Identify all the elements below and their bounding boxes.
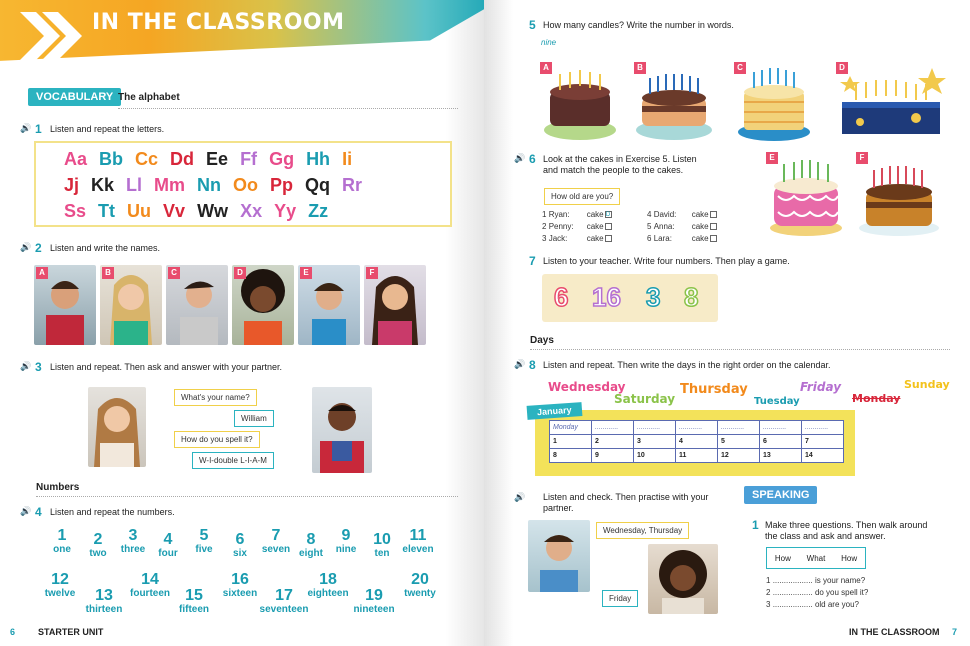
alphabet-row xyxy=(64,149,364,170)
alphabet-letter: Qq xyxy=(305,175,331,195)
exercise-instruction: Listen and repeat. Then write the days in the right order on the calendar. xyxy=(543,360,831,370)
right-page xyxy=(484,0,970,646)
photo-boy-a xyxy=(34,265,96,345)
number-word: four xyxy=(158,548,178,559)
divider xyxy=(36,496,458,497)
audio-icon[interactable]: 🔊 xyxy=(20,506,32,516)
exercise-instruction: How many candles? Write the number in words. xyxy=(543,20,734,30)
cake-d xyxy=(836,62,946,147)
game-number: 6 xyxy=(554,282,569,312)
calendar-day-header[interactable]: ............ xyxy=(592,421,634,435)
calendar-date: 7 xyxy=(802,435,844,449)
calendar-date: 10 xyxy=(634,449,676,463)
exercise-instruction: Listen and repeat the letters. xyxy=(50,124,165,134)
alphabet-letter: Uu xyxy=(127,201,152,221)
alphabet-letter: Tt xyxy=(98,201,116,221)
alphabet-letter: Hh xyxy=(306,149,331,169)
days-heading: Days xyxy=(530,335,554,346)
item-number: 4 xyxy=(647,210,652,219)
divider xyxy=(530,349,950,350)
item-number: 2 xyxy=(766,588,771,597)
match-item xyxy=(542,210,612,219)
chevron-logo-icon xyxy=(16,6,82,66)
audio-icon[interactable]: 🔊 xyxy=(514,153,526,163)
number-digit: 11 xyxy=(409,527,427,544)
alphabet-letter: Ss xyxy=(64,201,87,221)
calendar-month: January xyxy=(527,402,582,420)
alphabet-letter: Oo xyxy=(233,175,259,195)
number-item xyxy=(348,588,400,615)
item-number: 1 xyxy=(766,576,771,585)
number-digit: 17 xyxy=(275,587,293,604)
item-number: 5 xyxy=(647,222,652,231)
photo-label: F xyxy=(366,267,378,279)
number-digit: 3 xyxy=(128,527,138,544)
alphabet-box xyxy=(34,141,452,227)
number-item xyxy=(78,588,130,615)
game-number: 8 xyxy=(684,282,699,312)
cake-label: F xyxy=(856,152,868,164)
word-box xyxy=(766,547,866,569)
person-name: Jack: xyxy=(548,234,568,243)
photo-label: E xyxy=(300,267,312,279)
alphabet-letter: Dd xyxy=(170,149,195,169)
number-word: five xyxy=(195,544,213,555)
exercise-instruction: Listen and repeat. Then ask and answer with your partner. xyxy=(50,362,282,372)
question-word: How xyxy=(774,553,791,563)
number-word: six xyxy=(233,548,247,559)
answer-checkbox[interactable]: D xyxy=(605,212,611,219)
cake-label: A xyxy=(540,62,552,74)
item-number: 6 xyxy=(647,234,652,243)
calendar-day-header[interactable]: ............ xyxy=(802,421,844,435)
calendar-date: 4 xyxy=(676,435,718,449)
person-name: David: xyxy=(653,210,677,219)
alphabet-letter: Xx xyxy=(240,201,263,221)
number-digit: 13 xyxy=(95,587,113,604)
photo-girl-speaker xyxy=(88,387,146,467)
calendar-date: 2 xyxy=(592,435,634,449)
alphabet-letter: Pp xyxy=(270,175,294,195)
calendar-date: 5 xyxy=(718,435,760,449)
number-digit: 4 xyxy=(163,531,173,548)
photo-boy-c xyxy=(166,265,228,345)
unit-title: IN THE CLASSROOM xyxy=(92,10,345,35)
match-item xyxy=(647,210,717,219)
alphabet-letter: Vv xyxy=(163,201,186,221)
speech-bubble: What's your name? xyxy=(174,389,257,406)
answer-blank[interactable]: .................. xyxy=(772,600,813,609)
cake-label: D xyxy=(836,62,848,74)
calendar-table xyxy=(549,420,844,463)
day-word: Thursday xyxy=(680,382,748,397)
audio-icon[interactable]: 🔊 xyxy=(514,492,526,502)
alphabet-letter: Nn xyxy=(197,175,222,195)
alphabet-letter: Gg xyxy=(269,149,295,169)
number-digit: 6 xyxy=(235,531,245,548)
calendar-day-header[interactable]: ............ xyxy=(718,421,760,435)
exercise-instruction: Listen to your teacher. Write four numbers. Then play a game. xyxy=(543,256,790,266)
exercise-number: 3 xyxy=(35,360,42,374)
alphabet-row xyxy=(64,201,340,222)
vocab-subtitle: The alphabet xyxy=(118,92,180,103)
number-word: sixteen xyxy=(222,588,258,599)
exercise-number: 5 xyxy=(529,18,536,32)
alphabet-letter: Bb xyxy=(99,149,124,169)
exercise-number: 6 xyxy=(529,152,536,166)
match-item xyxy=(647,222,717,231)
person-name: Anna: xyxy=(653,222,675,231)
question-text: do you spell it? xyxy=(814,588,869,597)
calendar-date: 11 xyxy=(676,449,718,463)
number-digit: 14 xyxy=(141,571,159,588)
number-word: nineteen xyxy=(353,604,395,615)
cake-word: cake xyxy=(691,222,709,231)
answer-checkbox[interactable] xyxy=(710,235,717,242)
question-word: How xyxy=(841,553,858,563)
number-word: fifteen xyxy=(179,604,209,615)
number-word: one xyxy=(53,544,71,555)
alphabet-letter: Ii xyxy=(342,149,353,169)
divider xyxy=(118,108,458,109)
number-item xyxy=(392,528,444,555)
audio-icon[interactable]: 🔊 xyxy=(20,361,32,371)
exercise-instruction: Look at the cakes in Exercise 5. Listen and match the people to the cakes. xyxy=(543,154,697,175)
cake-label: C xyxy=(734,62,746,74)
number-digit: 16 xyxy=(231,571,249,588)
number-word: three xyxy=(120,544,146,555)
photo-label: A xyxy=(36,267,48,279)
photo-label: B xyxy=(102,267,114,279)
number-digit: 19 xyxy=(365,587,383,604)
number-item xyxy=(302,572,354,599)
calendar-date: 1 xyxy=(550,435,592,449)
question-item xyxy=(766,576,865,585)
audio-icon[interactable]: 🔊 xyxy=(20,123,32,133)
exercise-instruction: Listen and write the names. xyxy=(50,243,161,253)
day-word: Saturday xyxy=(614,392,676,406)
speech-bubble: William xyxy=(234,410,274,427)
exercise-number: 4 xyxy=(35,505,42,519)
photo-boy-e xyxy=(298,265,360,345)
exercise-instruction: Make three questions. Then walk around the class and ask and answer. xyxy=(765,520,928,541)
cake-f xyxy=(856,152,942,243)
number-digit: 12 xyxy=(51,571,69,588)
photo-label: C xyxy=(168,267,180,279)
cake-word: cake xyxy=(586,234,604,243)
alphabet-letter: Zz xyxy=(308,201,329,221)
exercise-number: 1 xyxy=(35,122,42,136)
game-number: 16 xyxy=(592,282,621,312)
question-item xyxy=(766,588,868,597)
day-word: Friday xyxy=(800,380,842,394)
number-word: ten xyxy=(374,548,390,559)
page-number: 6 xyxy=(10,627,16,637)
question-item xyxy=(766,600,859,609)
day-word: Monday xyxy=(852,392,901,405)
number-word: twelve xyxy=(44,588,76,599)
number-word: seventeen xyxy=(259,604,309,615)
number-word: thirteen xyxy=(85,604,123,615)
calendar-date: 12 xyxy=(718,449,760,463)
alphabet-letter: Kk xyxy=(91,175,115,195)
item-number: 2 xyxy=(542,222,547,231)
calendar-day-header[interactable]: ............ xyxy=(760,421,802,435)
footer-title: STARTER UNIT xyxy=(38,627,104,637)
number-word: seven xyxy=(261,544,291,555)
alphabet-letter: Yy xyxy=(274,201,297,221)
number-item xyxy=(168,588,220,615)
number-digit: 2 xyxy=(93,531,103,548)
photo-girl-f xyxy=(364,265,426,345)
item-number: 1 xyxy=(542,210,547,219)
footer-title: IN THE CLASSROOM xyxy=(849,627,940,637)
number-game-card xyxy=(542,274,718,322)
exercise-number: 7 xyxy=(529,254,536,268)
match-item xyxy=(542,234,612,243)
cake-c xyxy=(734,62,814,147)
speech-bubble: How old are you? xyxy=(544,188,620,205)
number-word: nine xyxy=(335,544,357,555)
number-word: two xyxy=(89,548,107,559)
match-item xyxy=(647,234,717,243)
cake-b xyxy=(634,62,714,147)
question-text: old are you? xyxy=(814,600,859,609)
calendar-date: 3 xyxy=(634,435,676,449)
number-word: eleven xyxy=(402,544,434,555)
alphabet-letter: Jj xyxy=(64,175,80,195)
number-digit: 8 xyxy=(306,531,316,548)
game-number: 3 xyxy=(646,282,661,312)
speech-bubble: How do you spell it? xyxy=(174,431,260,448)
number-word: eighteen xyxy=(307,588,349,599)
alphabet-letter: Mm xyxy=(154,175,186,195)
exercise-number: 1 xyxy=(752,518,759,532)
person-name: Lara: xyxy=(653,234,672,243)
photo-label: D xyxy=(234,267,246,279)
cake-a xyxy=(540,62,620,147)
cake-label: E xyxy=(766,152,778,164)
calendar-date: 8 xyxy=(550,449,592,463)
answer-checkbox[interactable] xyxy=(605,223,612,230)
alphabet-letter: Cc xyxy=(135,149,159,169)
alphabet-row xyxy=(64,175,374,196)
calendar-date: 6 xyxy=(760,435,802,449)
alphabet-letter: Ff xyxy=(240,149,258,169)
page-number: 7 xyxy=(952,627,958,637)
answer-blank[interactable]: .................. xyxy=(772,576,813,585)
cake-word: cake xyxy=(586,222,604,231)
calendar-day-header[interactable]: ............ xyxy=(634,421,676,435)
alphabet-letter: Ll xyxy=(126,175,143,195)
answer-checkbox[interactable] xyxy=(710,211,717,218)
calendar xyxy=(535,404,855,476)
number-word: twenty xyxy=(404,588,436,599)
exercise-instruction: Listen and repeat the numbers. xyxy=(50,507,175,517)
vocabulary-badge: VOCABULARY xyxy=(28,88,121,106)
item-number: 3 xyxy=(766,600,771,609)
speech-bubble: W-I-double L-I-A-M xyxy=(192,452,274,469)
number-digit: 9 xyxy=(341,527,351,544)
day-word: Wednesday xyxy=(548,380,626,394)
audio-icon[interactable]: 🔊 xyxy=(514,359,526,369)
question-text: is your name? xyxy=(814,576,866,585)
number-word: fourteen xyxy=(130,588,170,599)
audio-icon[interactable]: 🔊 xyxy=(20,242,32,252)
photo-girl-calendar xyxy=(648,544,718,614)
cake-label: B xyxy=(634,62,646,74)
speech-bubble: Wednesday, Thursday xyxy=(596,522,689,539)
cake-e xyxy=(766,152,846,243)
cake-word: cake xyxy=(691,234,709,243)
numbers-heading: Numbers xyxy=(36,482,80,493)
number-digit: 1 xyxy=(57,527,67,544)
question-word: What xyxy=(806,553,826,563)
number-digit: 7 xyxy=(271,527,281,544)
calendar-day-header: Monday xyxy=(550,421,592,435)
calendar-day-header[interactable]: ............ xyxy=(676,421,718,435)
calendar-date: 14 xyxy=(802,449,844,463)
left-page xyxy=(0,0,484,646)
calendar-date: 9 xyxy=(592,449,634,463)
person-name: Ryan: xyxy=(548,210,570,219)
answer-blank[interactable]: .................. xyxy=(772,588,813,597)
number-digit: 15 xyxy=(185,587,203,604)
speech-bubble: Friday xyxy=(602,590,638,607)
person-name: Penny: xyxy=(548,222,574,231)
example-answer: nine xyxy=(541,38,557,47)
number-digit: 18 xyxy=(319,571,337,588)
day-word: Tuesday xyxy=(754,396,800,407)
number-digit: 20 xyxy=(411,571,429,588)
speaking-badge: SPEAKING xyxy=(744,486,817,504)
calendar-date: 13 xyxy=(760,449,802,463)
number-digit: 10 xyxy=(373,531,391,548)
answer-checkbox[interactable] xyxy=(710,223,717,230)
item-number: 3 xyxy=(542,234,547,243)
number-word: eight xyxy=(299,548,323,559)
number-digit: 5 xyxy=(199,527,209,544)
cake-word: cake xyxy=(691,210,709,219)
photo-boy-speaker xyxy=(312,387,372,473)
photo-girl-d xyxy=(232,265,294,345)
alphabet-letter: Ww xyxy=(197,201,229,221)
alphabet-letter: Aa xyxy=(64,149,88,169)
cake-word: cake xyxy=(586,210,604,219)
exercise-number: 8 xyxy=(529,358,536,372)
photo-girl-b xyxy=(100,265,162,345)
alphabet-letter: Ee xyxy=(206,149,229,169)
answer-checkbox[interactable] xyxy=(605,235,612,242)
number-item xyxy=(394,572,446,599)
day-word: Sunday xyxy=(904,378,950,391)
alphabet-letter: Rr xyxy=(342,175,363,195)
match-item xyxy=(542,222,612,231)
exercise-number: 2 xyxy=(35,241,42,255)
exercise-instruction: Listen and check. Then practise with your partner. xyxy=(543,492,709,513)
photo-boy-calendar xyxy=(528,520,590,592)
